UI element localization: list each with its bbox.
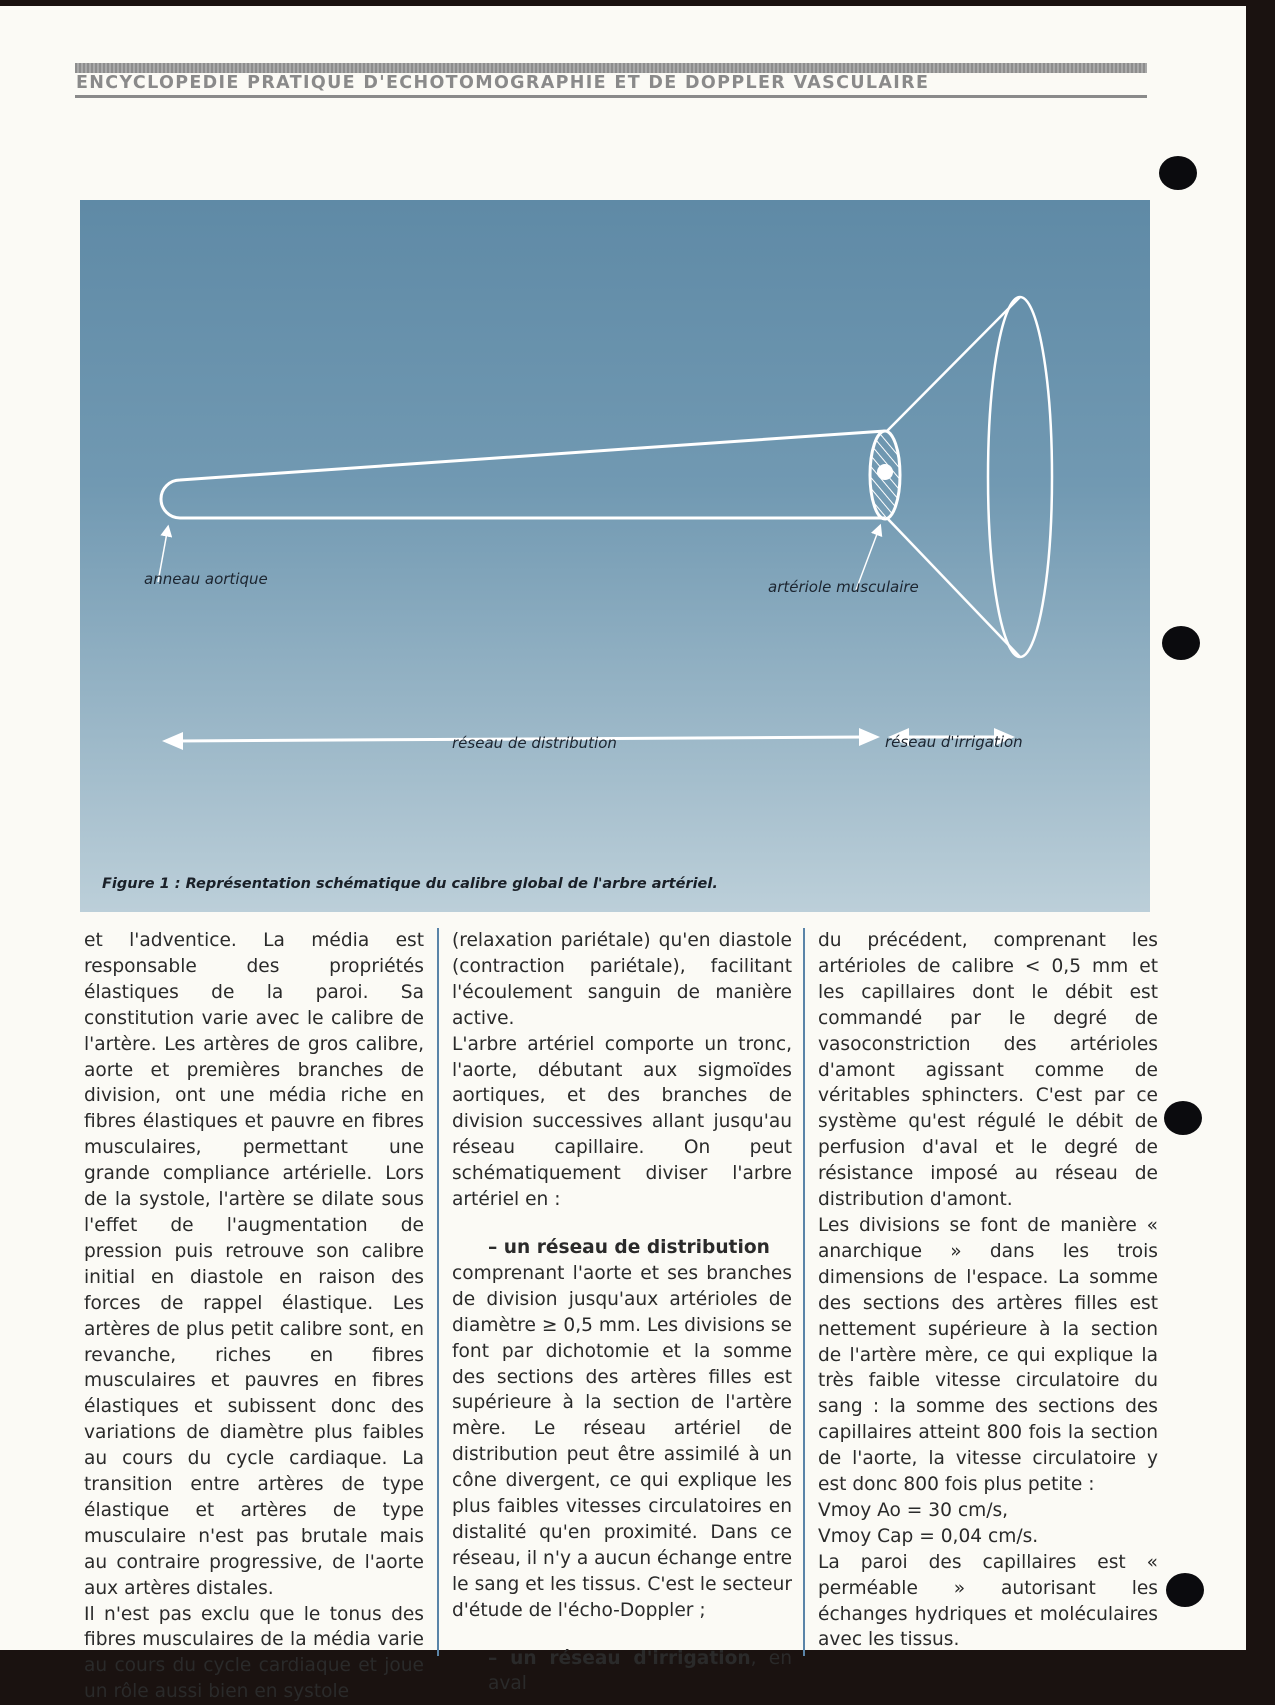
paragraph: comprenant l'aorte et ses branches de division jusqu'aux artérioles de diamètre ≥ 0,5 mm. Les divisions se font par dichotomie et la somme des sections des artères filles est supérieure à la section de l'artère mère. Le réseau artériel de distribution peut être assimilé à un cône divergent, ce qui explique les plus faibles vitesses circulatoires en distalité qu'en proximité. Dans ce réseau, il n'y a aucun échange entre le sang et les tissus. C'est le secteur d'étude de l'écho-Doppler ; [452, 1262, 793, 1621]
paragraph: Les divisions se font de manière « anarchique » dans les trois dimensions de l'espace. La somme des sections des artères filles est nettement supérieure à la section de l'artère mère, ce qui explique la très faible vitesse circulatoire du sang : la somme des sections des capillaires atteint 800 fois la section de l'aorte, la vitesse circulatoire y est donc 800 fois plus petite : [818, 1214, 1158, 1496]
list-item-lead: – un réseau de distribution [488, 1236, 770, 1258]
velocity-capillaries: Vmoy Cap = 0,04 cm/s. [818, 1525, 1039, 1547]
text-column-2 [452, 928, 792, 1697]
arterial-cone-diagram [80, 200, 1150, 912]
figure-1-arterial-tree [80, 200, 1150, 912]
label-irrigation-network: réseau d'irrigation [885, 733, 1023, 751]
running-header-title: ENCYCLOPEDIE PRATIQUE D'ECHOTOMOGRAPHIE ET DE DOPPLER VASCULAIRE [76, 73, 930, 93]
label-aortic-ring: anneau aortique [144, 570, 268, 588]
text-column-1 [84, 928, 424, 1705]
velocity-aorta: Vmoy Ao = 30 cm/s, [818, 1499, 1009, 1521]
label-distribution-network: réseau de distribution [452, 734, 617, 752]
figure-caption: Figure 1 : Représentation schématique du calibre global de l'arbre artériel. [102, 876, 718, 892]
paragraph: du précédent, comprenant les artérioles de calibre < 0,5 mm et les capillaires dont le débit est commandé par le degré de vasoconstriction des artérioles d'amont agissant comme de véritables sphincters. C'est par ce système qu'est régulé le débit de perfusion d'aval et le degré de résistance imposé au réseau de distribution d'amont. [818, 930, 1158, 1211]
paragraph: et l'adventice. La média est responsable des propriétés élastiques de la paroi. Sa constitution varie avec le calibre de l'artère. Les artères de gros calibre, aorte et premières branches de division, ont une média riche en fibres élastiques et pauvre en fibres musculaires, permettant une grande compliance artérielle. Lors de la systole, l'artère se dilate sous l'effet de l'augmentation de pression puis retrouve son calibre initial en diastole en raison des forces de rappel élastique. Les artères de plus petit calibre sont, en revanche, riches en fibres musculaires et pauvres en fibres élastiques et subissent donc des variations de diamètre plus faibles au cours du cycle cardiaque. La transition entre artères de type élastique et artères de type musculaire n'est pas brutale mais au contraire progressive, de l'aorte aux artères distales. [84, 930, 424, 1599]
binder-hole-icon [1162, 626, 1200, 660]
paragraph: La paroi des capillaires est « perméable » autorisant les échanges hydriques et moléculaires avec les tissus. [818, 1551, 1158, 1651]
binder-hole-icon [1159, 156, 1197, 190]
paragraph: , en aval [488, 1647, 793, 1695]
binder-hole-icon [1164, 1101, 1202, 1135]
header-rule [75, 95, 1147, 98]
document-page [0, 6, 1246, 1703]
binder-hole-icon [1166, 1573, 1204, 1607]
label-muscular-arteriole: artériole musculaire [768, 578, 919, 596]
column-rule [803, 928, 805, 1656]
paragraph: L'arbre artériel comporte un tronc, l'aorte, débutant aux sigmoïdes aortiques, et des branches de division successives allant jusqu'au réseau capillaire. On peut schématiquement diviser l'arbre artériel en : [452, 1033, 792, 1211]
column-rule [437, 928, 439, 1656]
list-item-lead: – un réseau d'irrigation [488, 1647, 751, 1669]
paragraph: (relaxation pariétale) qu'en diastole (contraction pariétale), facilitant l'écoulement sanguin de manière active. [452, 930, 792, 1029]
text-column-3 [818, 928, 1158, 1653]
paragraph: Il n'est pas exclu que le tonus des fibres musculaires de la média varie au cours du cycle cardiaque et joue un rôle aussi bien en systole [84, 1603, 424, 1703]
